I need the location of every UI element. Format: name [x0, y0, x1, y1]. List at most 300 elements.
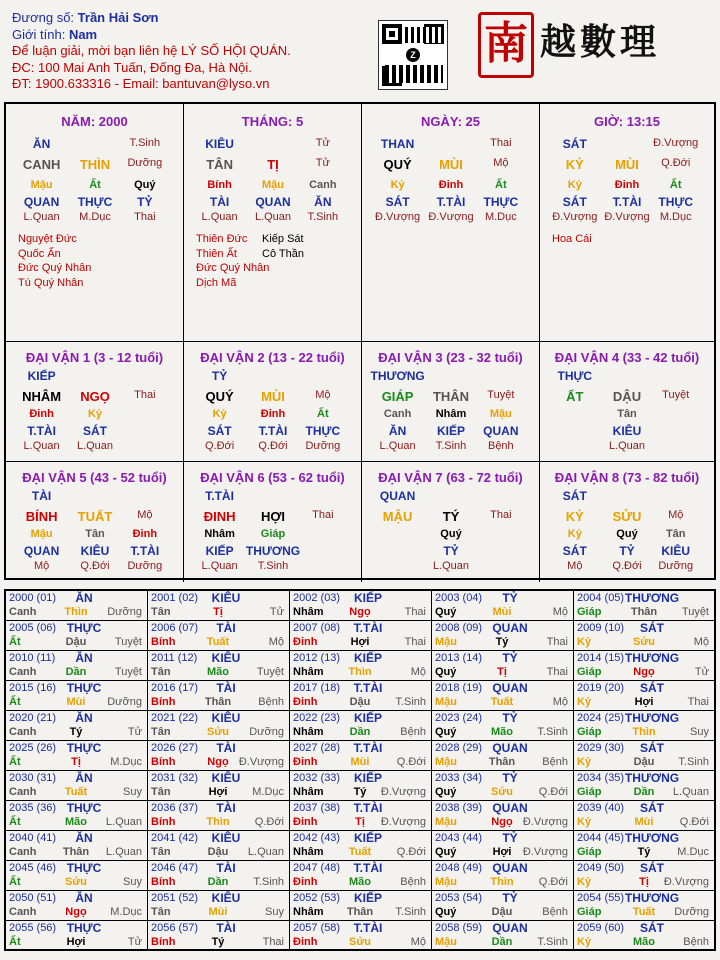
year-cell[interactable]	[148, 771, 290, 801]
year-stem: Tân	[151, 606, 171, 618]
year-cell[interactable]	[290, 861, 432, 891]
year-phase: Đ.Vượng	[522, 846, 568, 858]
year-phase: Đ.Vượng	[380, 816, 426, 828]
year-branch: Mùi	[350, 756, 370, 768]
year-branch: Thìn	[206, 816, 230, 828]
year-stem: Tân	[151, 666, 171, 678]
row	[184, 544, 361, 560]
dai-van-8[interactable]	[540, 462, 714, 582]
year-phase: L.Quan	[105, 816, 142, 828]
year-cell[interactable]	[574, 591, 714, 621]
year-label: 2053 (54)	[435, 892, 483, 904]
year-cell[interactable]	[148, 861, 290, 891]
hidden-phase: Đ.Vượng	[428, 211, 474, 223]
ten-god: TÀI	[31, 489, 52, 503]
year-cell[interactable]	[290, 771, 432, 801]
year-god: T.TÀI	[353, 741, 383, 755]
hidden-god: T.TÀI	[612, 195, 642, 209]
branch-state: Mộ	[315, 389, 331, 401]
year-cell[interactable]	[290, 711, 432, 741]
year-god: KIÊU	[211, 831, 241, 845]
dai-van-5[interactable]	[6, 462, 184, 582]
pillar-0	[6, 104, 184, 342]
dai-van-4[interactable]	[540, 342, 714, 462]
year-cell[interactable]	[148, 681, 290, 711]
year-cell[interactable]	[574, 681, 714, 711]
year-cell[interactable]	[290, 891, 432, 921]
year-branch: Dậu	[349, 696, 371, 708]
year-branch: Sửu	[632, 636, 656, 648]
hidden-god: T.TÀI	[258, 424, 288, 438]
earthly-branch: THÌN	[79, 157, 111, 172]
year-stem: Tân	[151, 906, 171, 918]
year-cell[interactable]	[432, 711, 574, 741]
year-branch: Tý	[69, 726, 83, 738]
hidden-phase: Đ.Vượng	[375, 211, 421, 223]
year-label: 2004 (05)	[577, 592, 625, 604]
row	[540, 369, 714, 385]
hidden-stem: Ất	[495, 179, 507, 191]
phase: Tử	[315, 137, 330, 149]
ten-god: THỰC	[557, 369, 593, 383]
year-god: ĂN	[75, 651, 93, 665]
row	[540, 157, 714, 173]
year-label: 2042 (43)	[293, 832, 341, 844]
year-cell[interactable]	[6, 891, 148, 921]
year-god: TỶ	[502, 651, 518, 665]
year-god: THƯƠNG	[624, 891, 680, 905]
year-cell[interactable]	[574, 651, 714, 681]
hidden-phase: Dưỡng	[127, 560, 163, 572]
row	[362, 408, 539, 424]
year-label: 2035 (36)	[9, 802, 57, 814]
earthly-branch: DẬU	[612, 389, 642, 404]
year-label: 2006 (07)	[151, 622, 199, 634]
dai-van-3[interactable]	[362, 342, 540, 462]
heavenly-stem: KỶ	[565, 509, 584, 524]
year-stem: Giáp	[577, 666, 602, 678]
year-branch: Tý	[211, 936, 225, 948]
year-god: QUAN	[492, 741, 528, 755]
year-label: 2001 (02)	[151, 592, 199, 604]
year-stem: Giáp	[577, 726, 602, 738]
hidden-phase: L.Quan	[23, 211, 60, 223]
year-branch: Tị	[639, 876, 649, 888]
hidden-god: KIÊU	[661, 544, 691, 558]
year-cell[interactable]	[148, 621, 290, 651]
year-cell[interactable]	[432, 861, 574, 891]
year-label: 2013 (14)	[435, 652, 483, 664]
year-branch: Dần	[491, 936, 513, 948]
year-label: 2020 (21)	[9, 712, 57, 724]
year-god: SÁT	[640, 921, 664, 935]
year-cell[interactable]	[432, 831, 574, 861]
hidden-stem: Kỷ	[212, 408, 227, 420]
year-cell[interactable]	[6, 621, 148, 651]
ten-god: QUAN	[379, 489, 416, 503]
year-phase: Bệnh	[542, 906, 568, 918]
year-label: 2036 (37)	[151, 802, 199, 814]
contact-line-1: Để luận giải, mời bạn liên hệ LÝ SỐ HỘI QUÁN.	[12, 43, 291, 58]
year-cell[interactable]	[6, 921, 148, 951]
year-cell[interactable]	[574, 861, 714, 891]
year-cell[interactable]	[290, 831, 432, 861]
hidden-stem: Đinh	[438, 179, 464, 191]
dai-van-1[interactable]	[6, 342, 184, 462]
year-stem: Canh	[9, 786, 37, 798]
hidden-god: QUAN	[23, 544, 60, 558]
year-phase: Đ.Vượng	[238, 756, 284, 768]
year-cell[interactable]	[6, 651, 148, 681]
header-info	[12, 10, 372, 93]
dai-van-6[interactable]	[184, 462, 362, 582]
year-label: 2017 (18)	[293, 682, 341, 694]
heavenly-stem: CANH	[22, 157, 61, 172]
hidden-stem: Ất	[317, 408, 329, 420]
year-branch: Thân	[630, 606, 658, 618]
branch-state: Thai	[312, 509, 334, 521]
year-phase: Đ.Vượng	[380, 786, 426, 798]
year-stem: Quý	[435, 726, 457, 738]
year-branch: Mão	[491, 726, 513, 738]
hidden-phase: T.Sinh	[257, 560, 289, 572]
year-cell[interactable]	[432, 621, 574, 651]
hidden-god: QUAN	[23, 195, 60, 209]
year-god: TỶ	[502, 831, 518, 845]
hidden-phase: M.Dục	[659, 211, 692, 223]
branch-state: Mộ	[668, 509, 684, 521]
year-god: TÀI	[216, 741, 236, 755]
year-stem: Ất	[9, 636, 21, 648]
year-stem: Kỷ	[577, 876, 592, 888]
year-branch: Tuất	[632, 906, 656, 918]
year-stem: Bính	[151, 696, 176, 708]
year-god: THỰC	[66, 681, 102, 695]
year-branch: Thìn	[632, 726, 656, 738]
year-branch: Mão	[633, 936, 655, 948]
year-phase: Tuyệt	[256, 666, 284, 678]
year-branch: Tị	[213, 606, 223, 618]
heavenly-stem: KỶ	[565, 157, 584, 172]
phase: Thai	[490, 137, 512, 149]
year-label: 2014 (15)	[577, 652, 625, 664]
star-list-2	[262, 232, 304, 261]
year-label: 2059 (60)	[577, 922, 625, 934]
hidden-phase: Mộ	[33, 560, 50, 572]
branch-state: Tử	[315, 157, 330, 169]
year-stem: Kỷ	[577, 636, 592, 648]
pillar-title: THÁNG: 5	[241, 114, 304, 129]
year-cell[interactable]	[432, 921, 574, 951]
earthly-branch: TÝ	[442, 509, 460, 524]
year-god: KIẾP	[353, 831, 383, 845]
year-cell[interactable]	[6, 741, 148, 771]
year-stem: Nhâm	[293, 606, 324, 618]
year-cell[interactable]	[148, 651, 290, 681]
year-label: 2055 (56)	[9, 922, 57, 934]
year-stem: Mậu	[435, 816, 457, 828]
contact-line-3[interactable]: ĐT: 1900.633316 - Email: bantuvan@lyso.vn	[12, 76, 270, 91]
year-cell[interactable]	[574, 741, 714, 771]
year-label: 2008 (09)	[435, 622, 483, 634]
year-god: ĂN	[75, 771, 93, 785]
hidden-stem: Bính	[207, 179, 232, 191]
year-cell[interactable]	[290, 801, 432, 831]
year-stem: Ất	[9, 876, 21, 888]
year-branch: Dậu	[207, 846, 229, 858]
ten-god: SÁT	[562, 489, 587, 503]
year-cell[interactable]	[6, 801, 148, 831]
year-cell[interactable]	[574, 801, 714, 831]
row	[540, 195, 714, 211]
year-cell[interactable]	[6, 771, 148, 801]
year-cell[interactable]	[574, 921, 714, 951]
year-stem: Canh	[9, 726, 37, 738]
year-branch: Thân	[62, 846, 90, 858]
year-god: THỰC	[66, 741, 102, 755]
year-god: ĂN	[75, 831, 93, 845]
star-item: Kiếp Sát	[262, 233, 304, 245]
year-branch: Tị	[355, 816, 365, 828]
hidden-stem: Quý	[440, 528, 462, 540]
year-phase: L.Quan	[672, 786, 709, 798]
year-branch: Tuất	[206, 636, 230, 648]
year-cell[interactable]	[432, 591, 574, 621]
year-cell[interactable]	[6, 861, 148, 891]
hidden-stem: Đinh	[132, 528, 158, 540]
year-cell[interactable]	[148, 921, 290, 951]
row	[362, 440, 539, 456]
row	[184, 195, 361, 211]
hidden-phase: L.Quan	[254, 211, 292, 223]
star-list	[196, 232, 269, 290]
row	[362, 489, 539, 505]
hidden-god: TỶ	[619, 544, 635, 558]
year-phase: Mộ	[693, 636, 709, 648]
hidden-stem: Canh	[309, 179, 337, 191]
year-phase: Tử	[127, 936, 142, 948]
hidden-phase: M.Dục	[484, 211, 517, 223]
year-label: 2021 (22)	[151, 712, 199, 724]
hidden-god: KIÊU	[80, 544, 110, 558]
year-cell[interactable]	[148, 591, 290, 621]
year-stem: Quý	[435, 606, 457, 618]
year-cell[interactable]	[432, 801, 574, 831]
year-god: THỰC	[66, 621, 102, 635]
year-branch: Sửu	[348, 936, 372, 948]
year-stem: Kỷ	[577, 756, 592, 768]
ten-god: SÁT	[562, 137, 587, 151]
year-cell[interactable]	[148, 741, 290, 771]
heavenly-stem: QUÝ	[205, 389, 234, 404]
star-item: Hoa Cái	[552, 233, 592, 245]
year-cell[interactable]	[574, 621, 714, 651]
year-stem: Mậu	[435, 636, 457, 648]
year-branch: Tuất	[348, 846, 372, 858]
year-cell[interactable]	[574, 771, 714, 801]
year-stem: Nhâm	[293, 786, 324, 798]
year-phase: Mộ	[410, 666, 426, 678]
year-stem: Giáp	[577, 846, 602, 858]
year-label: 2003 (04)	[435, 592, 483, 604]
year-cell[interactable]	[290, 741, 432, 771]
star-item: Thiên Đức	[196, 233, 248, 245]
hidden-stem: Nhâm	[435, 408, 467, 420]
dai-van-2[interactable]	[184, 342, 362, 462]
hidden-phase: M.Dục	[79, 211, 111, 223]
year-god: T.TÀI	[353, 861, 383, 875]
row	[6, 179, 183, 195]
year-label: 2032 (33)	[293, 772, 341, 784]
hidden-stem: Mậu	[262, 179, 284, 191]
year-phase: Bệnh	[683, 936, 709, 948]
row	[6, 408, 183, 424]
dai-van-title: ĐẠI VẬN 4 (33 - 42 tuổi)	[554, 350, 700, 365]
year-label: 2057 (58)	[293, 922, 341, 934]
hidden-god: TỶ	[137, 195, 153, 209]
year-label: 2018 (19)	[435, 682, 483, 694]
year-label: 2010 (11)	[9, 652, 56, 664]
year-god: KIẾP	[353, 651, 383, 665]
dai-van-7[interactable]	[362, 462, 540, 582]
hidden-stem: Ất	[89, 179, 101, 191]
dai-van-title: ĐẠI VẬN 8 (73 - 82 tuổi)	[554, 470, 700, 485]
branch-state: Dưỡng	[127, 157, 163, 169]
row	[184, 179, 361, 195]
year-label: 2030 (31)	[9, 772, 57, 784]
year-branch: Sửu	[206, 726, 230, 738]
hidden-stem: Kỷ	[567, 528, 582, 540]
year-branch: Tý	[637, 846, 651, 858]
year-label: 2045 (46)	[9, 862, 57, 874]
year-stem: Bính	[151, 816, 176, 828]
year-branch: Sửu	[490, 786, 514, 798]
row	[362, 137, 539, 153]
year-stem: Quý	[435, 846, 457, 858]
year-cell[interactable]	[432, 651, 574, 681]
year-phase: T.Sinh	[253, 876, 284, 888]
year-branch: Dậu	[491, 906, 513, 918]
year-branch: Thìn	[64, 606, 88, 618]
row	[184, 440, 361, 456]
year-cell[interactable]	[148, 831, 290, 861]
year-phase: M.Dục	[252, 786, 284, 798]
year-phase: M.Dục	[110, 906, 142, 918]
year-phase: Bệnh	[400, 726, 426, 738]
year-branch: Mùi	[634, 816, 654, 828]
row	[184, 369, 361, 385]
year-cell[interactable]	[148, 891, 290, 921]
hidden-stem: Quý	[616, 528, 638, 540]
year-label: 2037 (38)	[293, 802, 341, 814]
year-cell[interactable]	[290, 651, 432, 681]
year-branch: Ngọ	[633, 666, 655, 678]
star-item: Thiên Ất	[196, 247, 237, 260]
year-phase: Dưỡng	[107, 606, 142, 618]
year-cell[interactable]	[432, 741, 574, 771]
year-cell[interactable]	[290, 681, 432, 711]
year-label: 2051 (52)	[151, 892, 199, 904]
year-cell[interactable]	[6, 711, 148, 741]
year-cell[interactable]	[574, 891, 714, 921]
year-cell[interactable]	[290, 921, 432, 951]
year-stem: Đinh	[293, 636, 318, 648]
hidden-god: SÁT	[562, 195, 587, 209]
year-cell[interactable]	[148, 711, 290, 741]
hidden-phase: Dưỡng	[658, 560, 694, 572]
year-label: 2049 (50)	[577, 862, 625, 874]
year-stem: Mậu	[435, 936, 457, 948]
row	[184, 424, 361, 440]
year-label: 2019 (20)	[577, 682, 625, 694]
year-label: 2015 (16)	[9, 682, 57, 694]
earthly-branch: SỬU	[612, 509, 642, 524]
year-stem: Bính	[151, 756, 176, 768]
dai-van-title: ĐẠI VẬN 6 (53 - 62 tuổi)	[200, 470, 345, 485]
year-cell[interactable]	[6, 681, 148, 711]
hidden-phase: T.Sinh	[435, 440, 467, 452]
hidden-stem: Canh	[383, 408, 412, 420]
year-branch: Dần	[65, 666, 87, 678]
pillar-1	[184, 104, 362, 342]
year-label: 2029 (30)	[577, 742, 625, 754]
branch-state: Mộ	[137, 509, 153, 521]
hidden-stem: Tân	[617, 408, 637, 420]
year-god: T.TÀI	[353, 801, 383, 815]
row	[6, 195, 183, 211]
pillar-title: NĂM: 2000	[61, 114, 128, 129]
year-cell[interactable]	[432, 681, 574, 711]
year-cell[interactable]	[432, 771, 574, 801]
year-label: 2050 (51)	[9, 892, 57, 904]
year-cell[interactable]	[574, 711, 714, 741]
year-label: 2024 (25)	[577, 712, 625, 724]
year-label: 2011 (12)	[151, 652, 198, 664]
hidden-stem: Giáp	[260, 528, 286, 540]
year-god: TỶ	[502, 711, 518, 725]
year-stem: Ất	[9, 936, 21, 948]
year-cell[interactable]	[6, 831, 148, 861]
year-cell[interactable]	[290, 621, 432, 651]
year-branch: Tý	[495, 636, 509, 648]
year-cell[interactable]	[6, 591, 148, 621]
year-label: 2046 (47)	[151, 862, 199, 874]
year-god: QUAN	[492, 801, 528, 815]
year-phase: Q.Đới	[679, 816, 709, 828]
row	[6, 369, 183, 385]
year-branch: Hợi	[350, 636, 370, 648]
hidden-phase: Q.Đới	[80, 560, 110, 572]
year-cell[interactable]	[432, 891, 574, 921]
chart-main	[4, 102, 716, 580]
year-god: SÁT	[640, 741, 664, 755]
hidden-stem: Tân	[665, 528, 686, 540]
row	[362, 509, 539, 525]
hidden-god: SÁT	[562, 544, 587, 558]
year-cell[interactable]	[574, 831, 714, 861]
year-phase: Suy	[265, 906, 284, 918]
year-cell[interactable]	[148, 801, 290, 831]
branch-state: Thai	[490, 509, 512, 521]
year-stem: Quý	[435, 906, 457, 918]
year-god: TÀI	[216, 921, 236, 935]
year-cell[interactable]	[290, 591, 432, 621]
ten-god: THAN	[380, 137, 415, 151]
qr-code: Z	[378, 20, 448, 90]
row	[362, 195, 539, 211]
star-item: Đức Quý Nhân	[18, 262, 92, 274]
hidden-god: THỰC	[305, 424, 341, 438]
